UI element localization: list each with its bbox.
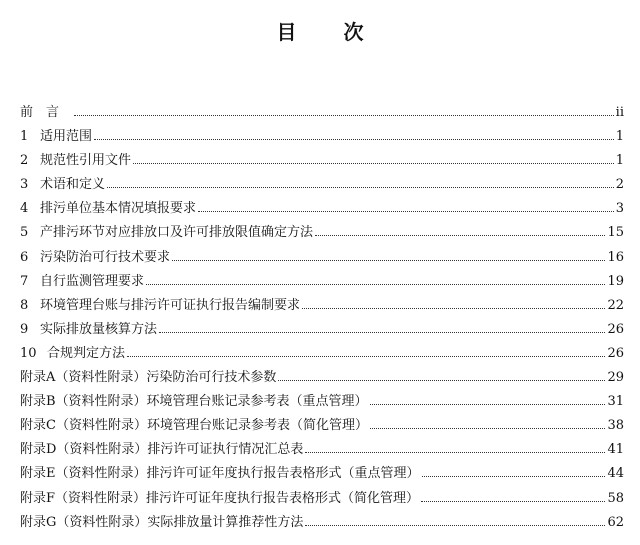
- toc-entry-page: 1: [615, 153, 624, 169]
- toc-entry-label: 合规判定方法: [47, 345, 126, 361]
- toc-leader-dots: [198, 210, 614, 212]
- toc-entry-label: 前言: [20, 105, 73, 120]
- toc-entry-8[interactable]: [20, 294, 624, 318]
- toc-entry-page: 41: [607, 442, 624, 458]
- toc-entry-appendix-e[interactable]: [20, 462, 624, 486]
- toc-entry-appendix-g[interactable]: [20, 511, 624, 535]
- toc-entry-number: 3: [20, 177, 29, 193]
- toc-entry-number: 6: [20, 249, 29, 265]
- toc-entry-label: 适用范围: [40, 129, 93, 145]
- toc-entry-4[interactable]: [20, 197, 624, 221]
- toc-entry-foreword[interactable]: [20, 101, 624, 125]
- toc-leader-dots: [305, 451, 605, 453]
- toc-leader-dots: [107, 186, 614, 188]
- toc-entry-number: 5: [20, 225, 29, 241]
- toc-entry-page: 2: [615, 177, 624, 193]
- toc-entry-3[interactable]: [20, 173, 624, 197]
- toc-entry-number: 7: [20, 273, 29, 289]
- toc-leader-dots: [370, 427, 606, 429]
- toc-leader-dots: [74, 114, 614, 116]
- toc-leader-dots: [422, 475, 606, 477]
- toc-leader-dots: [133, 162, 614, 164]
- toc-leader-dots: [146, 283, 605, 285]
- toc-entry-page: 58: [607, 490, 624, 506]
- toc-entry-number: 10: [20, 345, 37, 361]
- toc-entry-page: ii: [615, 105, 624, 120]
- toc-entry-label: 附录A（资料性附录）污染防治可行技术参数: [20, 370, 277, 386]
- toc-entry-appendix-b[interactable]: [20, 390, 624, 414]
- toc-entry-page: 3: [615, 201, 624, 217]
- toc-leader-dots: [370, 403, 606, 405]
- toc-entry-label: 规范性引用文件: [40, 153, 132, 169]
- toc-entry-page: 1: [615, 129, 624, 145]
- toc-entry-appendix-c[interactable]: [20, 414, 624, 438]
- toc-entry-label: 实际排放量核算方法: [40, 321, 158, 337]
- toc-entry-page: 22: [607, 297, 624, 313]
- toc-leader-dots: [305, 524, 605, 526]
- toc-entry-9[interactable]: [20, 318, 624, 342]
- toc-entry-number: 2: [20, 153, 29, 169]
- toc-entry-number: 8: [20, 297, 29, 313]
- table-of-contents: [20, 101, 624, 535]
- toc-entry-label: 自行监测管理要求: [40, 273, 145, 289]
- toc-leader-dots: [172, 259, 605, 261]
- page-title: 目 次: [276, 20, 384, 44]
- toc-entry-label: 排污单位基本情况填报要求: [40, 201, 197, 217]
- toc-leader-dots: [278, 379, 605, 381]
- toc-entry-2[interactable]: [20, 149, 624, 173]
- toc-entry-1[interactable]: [20, 125, 624, 149]
- toc-entry-appendix-a[interactable]: [20, 366, 624, 390]
- toc-entry-5[interactable]: [20, 221, 624, 245]
- toc-entry-page: 29: [607, 370, 624, 386]
- toc-entry-page: 16: [607, 249, 624, 265]
- toc-entry-page: 31: [607, 394, 624, 410]
- toc-entry-page: 44: [607, 466, 624, 482]
- toc-entry-appendix-f[interactable]: [20, 487, 624, 511]
- toc-leader-dots: [127, 355, 605, 357]
- toc-leader-dots: [94, 138, 614, 140]
- toc-entry-label: 附录C（资料性附录）环境管理台账记录参考表（简化管理）: [20, 418, 368, 434]
- toc-entry-label: 环境管理台账与排污许可证执行报告编制要求: [40, 297, 301, 313]
- toc-entry-7[interactable]: [20, 270, 624, 294]
- toc-entry-10[interactable]: [20, 342, 624, 366]
- toc-entry-page: 62: [607, 514, 624, 530]
- toc-entry-number: 9: [20, 321, 29, 337]
- toc-entry-page: 26: [607, 321, 624, 337]
- toc-entry-number: 4: [20, 201, 29, 217]
- toc-entry-label: 附录B（资料性附录）环境管理台账记录参考表（重点管理）: [20, 394, 368, 410]
- toc-entry-label: 附录D（资料性附录）排污许可证执行情况汇总表: [20, 442, 304, 458]
- toc-entry-appendix-d[interactable]: [20, 438, 624, 462]
- toc-entry-label: 术语和定义: [40, 177, 106, 193]
- toc-leader-dots: [159, 331, 605, 333]
- toc-leader-dots: [315, 234, 605, 236]
- toc-entry-label: 附录G（资料性附录）实际排放量计算推荐性方法: [20, 514, 304, 530]
- toc-entry-6[interactable]: [20, 246, 624, 270]
- toc-leader-dots: [302, 307, 605, 309]
- toc-entry-label: 附录F（资料性附录）排污许可证年度执行报告表格形式（简化管理）: [20, 490, 420, 506]
- toc-entry-page: 19: [607, 273, 624, 289]
- toc-entry-label: 产排污环节对应排放口及许可排放限值确定方法: [40, 225, 314, 241]
- toc-leader-dots: [421, 500, 605, 502]
- toc-entry-label: 污染防治可行技术要求: [40, 249, 171, 265]
- toc-entry-label: 附录E（资料性附录）排污许可证年度执行报告表格形式（重点管理）: [20, 466, 420, 482]
- toc-entry-page: 38: [607, 418, 624, 434]
- toc-entry-page: 15: [607, 225, 624, 241]
- toc-entry-page: 26: [607, 345, 624, 361]
- toc-entry-number: 1: [20, 129, 29, 145]
